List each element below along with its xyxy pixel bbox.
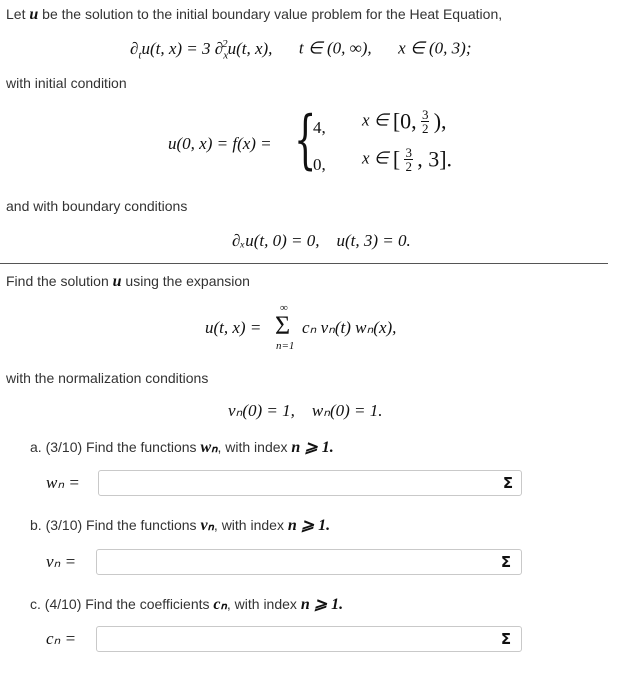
normalization-equation: vₙ(0) = 1, wₙ(0) = 1. <box>228 401 383 420</box>
intro-text <box>6 6 502 24</box>
part-c-question: c. (4/10) Find the coefficients cₙ, with index n ⩾ 1. <box>30 596 344 613</box>
part-c-equation-editor-icon[interactable]: Σ <box>500 630 512 648</box>
part-a-equation-editor-icon[interactable]: Σ <box>502 474 514 492</box>
part-c-answer-input[interactable] <box>96 626 522 652</box>
case2-fraction: $\frac{3}{2}$ <box>405 145 412 174</box>
case2-condition: x ∈ [ $\frac{3}{2}$ , 3]. <box>362 145 453 174</box>
normalization-label: with the normalization conditions <box>6 370 209 386</box>
pde-domain-t: t ∈ (0, ∞), <box>298 38 372 58</box>
boundary-condition-equation: ∂ₓu(t, 0) = 0, u(t, 3) = 0. <box>232 231 411 250</box>
initial-condition-lhs: u(0, x) = f(x) = <box>168 134 272 153</box>
case2-value: 0, <box>313 155 326 174</box>
sum-symbol: Σ <box>275 311 291 340</box>
part-b-equation-editor-icon[interactable]: Σ <box>500 553 512 571</box>
expansion-label: Find the solution u using the expansion <box>6 273 250 290</box>
part-b-question: b. (3/10) Find the functions vₙ, with index n ⩾ 1. <box>30 517 331 534</box>
part-a-question: a. (3/10) Find the functions wₙ, with index n ⩾ 1. <box>30 439 334 456</box>
part-b-answer-input[interactable] <box>96 549 522 575</box>
piecewise-brace: { <box>294 103 317 177</box>
part-a-answer-label: wₙ = <box>46 473 80 492</box>
section-divider <box>0 263 608 264</box>
part-a-answer-input[interactable] <box>98 470 522 496</box>
pde-domain-x: x ∈ (0, 3); <box>398 38 472 58</box>
sum-lower-limit: n=1 <box>276 340 295 352</box>
case1-condition: x ∈ [0, $\frac{3}{2}$ ), <box>362 107 447 136</box>
initial-condition-label: with initial condition <box>6 75 127 91</box>
intro-suffix: be the solution to the initial boundary value problem for the Heat Equation, <box>42 6 503 22</box>
case1-fraction: $\frac{3}{2}$ <box>421 107 429 136</box>
intro-prefix: Let <box>6 6 26 22</box>
part-c-answer-label: cₙ = <box>46 629 77 648</box>
expansion-lhs: u(t, x) = <box>205 318 262 337</box>
part-b-answer-label: vₙ = <box>46 552 77 571</box>
intro-var: u <box>29 6 39 23</box>
sum-upper-limit: ∞ <box>280 302 288 314</box>
expansion-rhs: cₙ vₙ(t) wₙ(x), <box>302 318 397 337</box>
boundary-condition-label: and with boundary conditions <box>6 198 188 214</box>
pde-lhs: $\partial_tu(t$, x) = 3 $\partial_x^2u(t$, x), <box>130 38 273 62</box>
pde-equation <box>130 38 472 61</box>
case1-value: 4, <box>313 118 326 137</box>
